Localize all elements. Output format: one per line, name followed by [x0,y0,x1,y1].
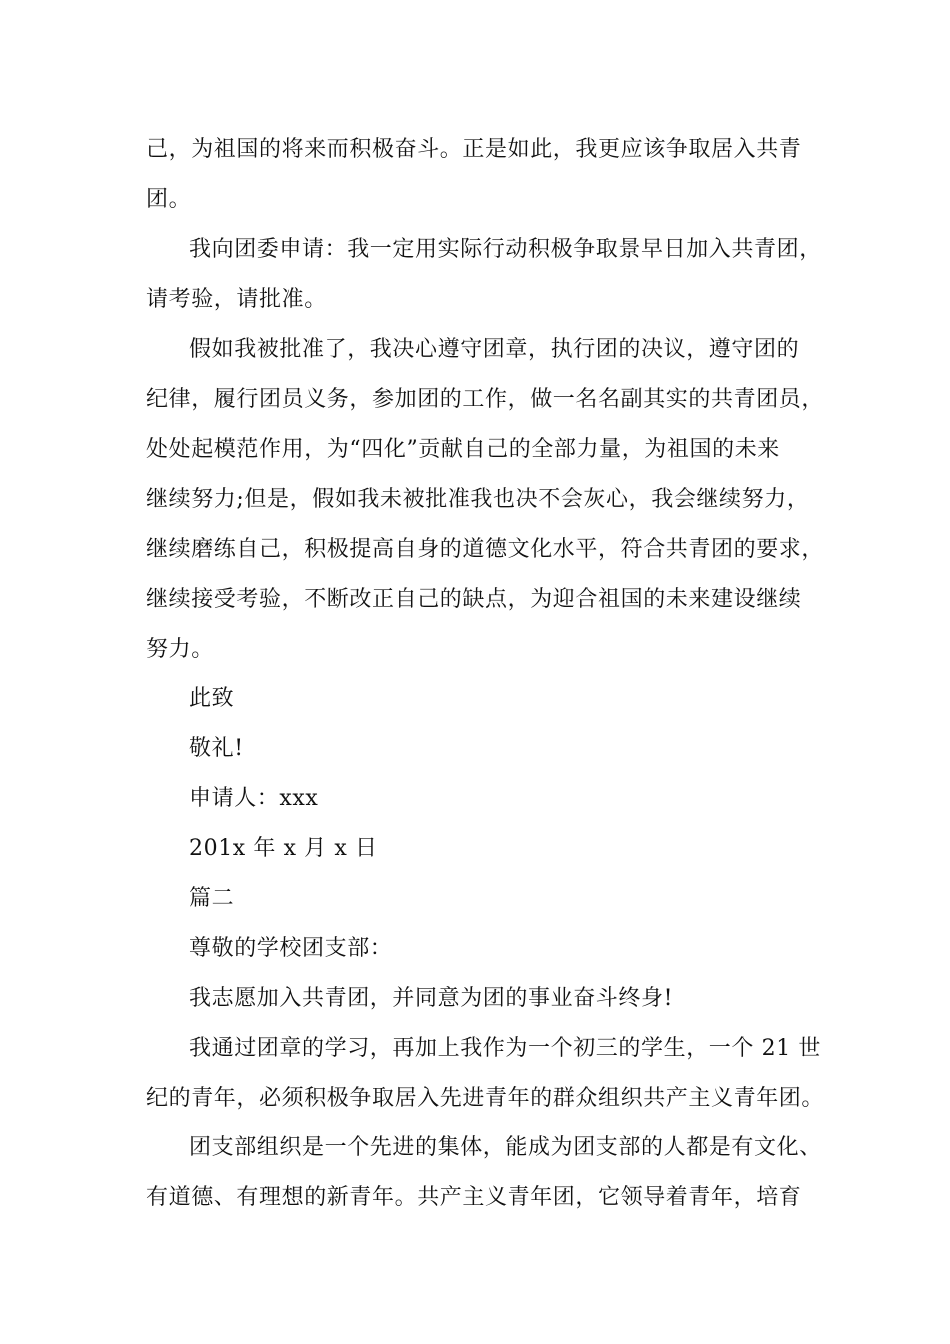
text-line: 己，为祖国的将来而积极奋斗。正是如此，我更应该争取居入共青 [146,137,802,162]
closing-salutation: 此致 [189,686,235,711]
text-line: 我向团委申请：我一定用实际行动积极争取景早日加入共青团， [189,237,822,262]
text-line: 有道德、有理想的新青年。共产主义青年团，它领导着青年，培育 [146,1185,802,1210]
text-line: 假如我被批准了，我决心遵守团章，执行团的决议，遵守团的 [189,337,800,362]
text-line: 纪的青年，必须积极争取居入先进青年的群众组织共产主义青年团。 [146,1086,825,1111]
applicant-signature: 申请人：xxx [189,786,319,811]
text-line: 继续磨练自己，积极提高自身的道德文化水平，符合共青团的要求， [146,537,825,562]
text-line: 努力。 [146,637,214,662]
text-line: 请考验，请批准。 [146,287,327,312]
text-line: 继续接受考验，不断改正自己的缺点，为迎合祖国的未来建设继续 [146,587,802,612]
text-line: 纪律，履行团员义务，参加团的工作，做一名名副其实的共青团员， [146,387,825,412]
letter-greeting: 尊敬的学校团支部： [189,936,393,961]
text-line: 处处起模范作用，为“四化”贡献自己的全部力量，为祖国的未来 [146,437,780,462]
text-line: 团。 [146,187,192,212]
section-heading: 篇二 [189,886,235,911]
closing-regards: 敬礼! [189,736,244,761]
text-line: 我通过团章的学习，再加上我作为一个初三的学生，一个 21 世 [189,1036,821,1061]
text-line: 我志愿加入共青团，并同意为团的事业奋斗终身! [189,986,674,1011]
application-date: 201x 年 x 月 x 日 [189,836,378,861]
text-line: 继续努力;但是，假如我未被批准我也决不会灰心，我会继续努力， [146,487,810,512]
text-line: 团支部组织是一个先进的集体，能成为团支部的人都是有文化、 [189,1135,822,1160]
